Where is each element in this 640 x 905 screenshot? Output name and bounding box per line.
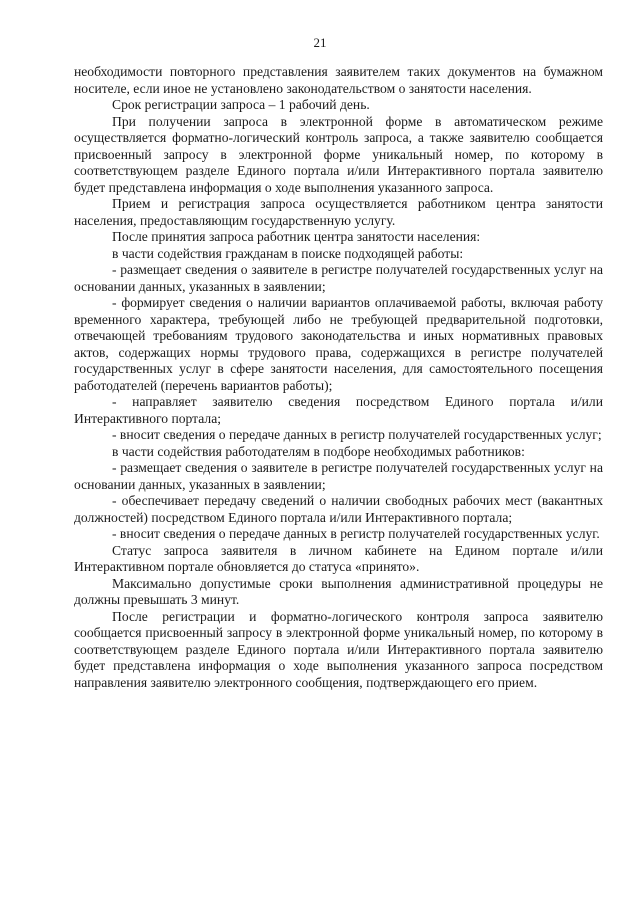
paragraph: необходимости повторного представления заявителем таких документов на бумажном носителе, если иное не установлено законодательством о занятости населения. [74,64,603,96]
paragraph: - обеспечивает передачу сведений о наличии свободных рабочих мест (вакантных должностей) посредством Единого портала и/или Интерактивного портала; [74,493,603,525]
paragraph: - направляет заявителю сведения посредством Единого портала и/или Интерактивного портала; [74,394,603,426]
paragraph: в части содействия гражданам в поиске подходящей работы: [112,245,464,261]
paragraph: Срок регистрации запроса – 1 рабочий день. [112,97,370,112]
paragraph: После регистрации и форматно-логического контроля запроса заявителю сообщается присвоенный запросу в электронной форме уникальный номер, по которому в соответствующем разделе Единого портала и/или Интерактивного портала заявителю будет представлена информация о ходе выполнения указанного запроса посредством направления заявителю электронного сообщения, подтверждающего его прием. [74,608,603,690]
paragraph: После принятия запроса работник центра занятости населения: [112,229,481,244]
paragraph: Максимально допустимые сроки выполнения административной процедуры не должны превышать 3 минут. [74,575,603,607]
paragraph: При получении запроса в электронной форме в автоматическом режиме осуществляется форматно-логический контроль запроса, а также заявителю сообщается присвоенный запросу в электронной форме уникальный номер, по которому в соответствующем разделе Единого портала и/или Интерактивного портала заявителю будет представлена информация о ходе выполнения указанного запроса. [74,113,603,195]
paragraph: - формирует сведения о наличии вариантов оплачиваемой работы, включая работу временного характера, требующей либо не требующей предварительной подготовки, отвечающей требованиям трудового законодательства и иных нормативных правовых актов, содержащих нормы трудового права, содержащихся в регистре получателей государственных услуг в сфере занятости населения, для самостоятельного посещения работодателей (перечень вариантов работы); [74,295,603,393]
paragraph: - размещает сведения о заявителе в регистре получателей государственных услуг на основании данных, указанных в заявлении; [74,460,603,492]
paragraph: - вносит сведения о передаче данных в регистр получателей государственных услуг. [112,526,600,541]
paragraph: Статус запроса заявителя в личном кабинете на Едином портале и/или Интерактивном портале обновляется до статуса «принято». [74,542,603,574]
paragraph: Прием и регистрация запроса осуществляется работником центра занятости населения, предоставляющим государственную услугу. [74,196,603,228]
paragraph: - вносит сведения о передаче данных в регистр получателей государственных услуг; [112,427,602,442]
paragraph: - размещает сведения о заявителе в регистре получателей государственных услуг на основании данных, указанных в заявлении; [74,262,603,294]
document-body [74,64,603,691]
page-number: 21 [313,35,327,50]
paragraph: в части содействия работодателям в подборе необходимых работников: [112,443,525,459]
